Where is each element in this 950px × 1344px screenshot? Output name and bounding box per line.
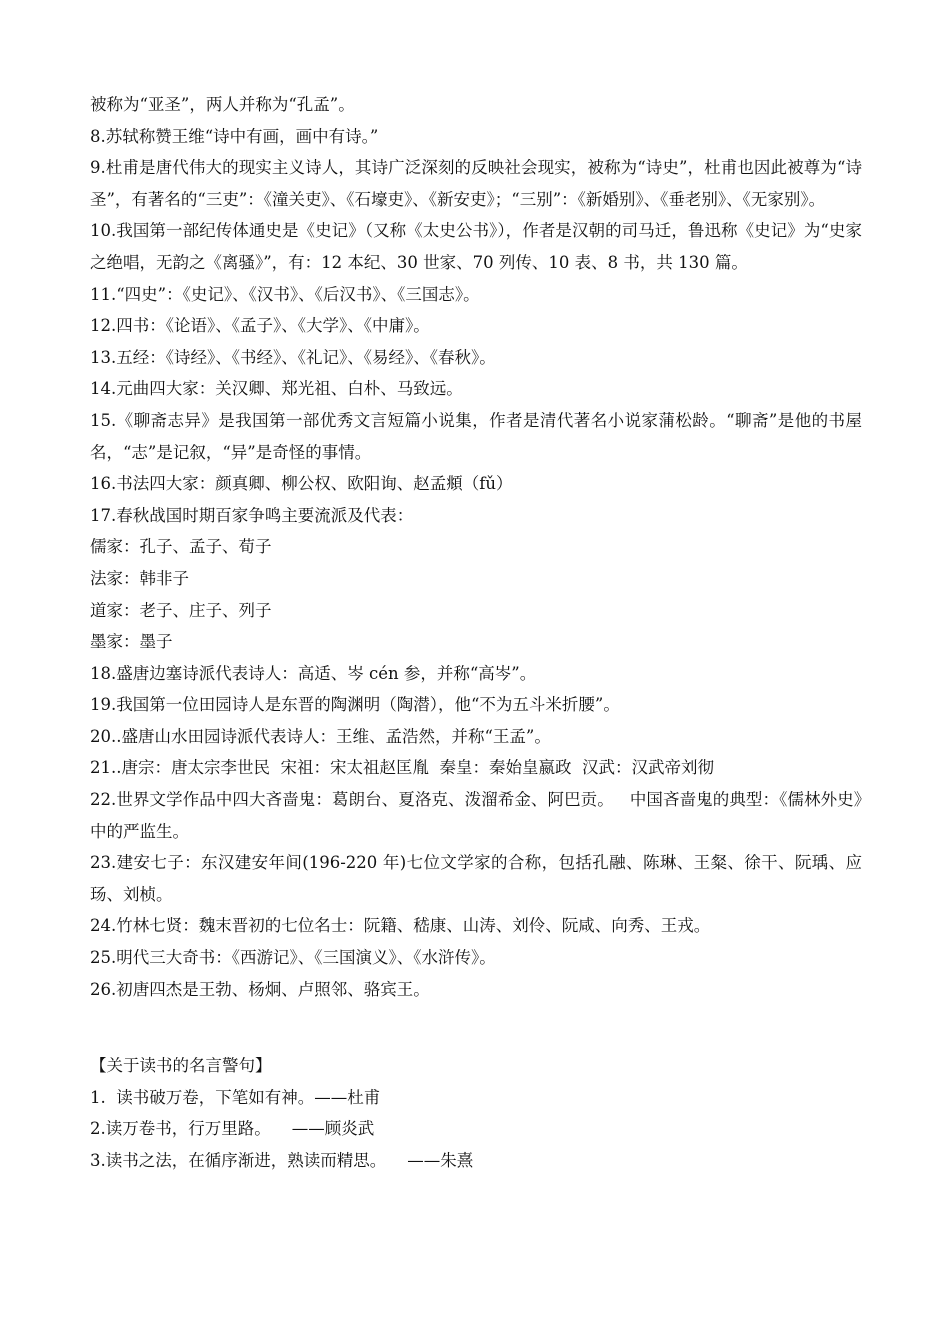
document-body <box>90 89 862 1177</box>
line-item-14: 14.元曲四大家：关汉卿、郑光祖、白朴、马致远。 <box>90 379 463 399</box>
line-item-11: 11.“四史”：《史记》、《汉书》、《后汉书》、《三国志》。 <box>90 284 480 304</box>
line-item-10: 10.我国第一部纪传体通史是《史记》（又称《太史公书》），作者是汉朝的司马迁，鲁迅称《史记》为“史家之绝唱，无韵之《离骚》”，有：12 本纪、30 世家、70 列传、10 表、8 书，共 130 篇。 <box>90 221 862 272</box>
school-taoist: 道家：老子、庄子、列子 <box>90 600 272 620</box>
line-item-18: 18.盛唐边塞诗派代表诗人：高适、岑 cén 参，并称“高岑”。 <box>90 663 537 683</box>
line-item-9: 9.杜甫是唐代伟大的现实主义诗人，其诗广泛深刻的反映社会现实，被称为“诗史”，杜甫也因此被尊为“诗圣”，有著名的“三吏”：《潼关吏》、《石壕吏》、《新安吏》；“三别”：《新婚别》、《垂老别》、《无家别》。 <box>90 158 862 209</box>
line-item-24: 24.竹林七贤：魏末晋初的七位名士：阮籍、嵇康、山涛、刘伶、阮咸、向秀、王戎。 <box>90 916 711 936</box>
quote-item-2: 2.读万卷书，行万里路。 ——顾炎武 <box>90 1119 375 1139</box>
school-legalist: 法家：韩非子 <box>90 568 189 588</box>
line-item-8: 8.苏轼称赞王维“诗中有画，画中有诗。” <box>90 126 379 146</box>
line-item-26: 26.初唐四杰是王勃、杨炯、卢照邻、骆宾王。 <box>90 979 430 999</box>
line-item-16: 16.书法四大家：颜真卿、柳公权、欧阳询、赵孟頫（fǔ） <box>90 474 513 494</box>
line-item-19: 19.我国第一位田园诗人是东晋的陶渊明（陶潜），他“不为五斗米折腰”。 <box>90 695 620 715</box>
school-mohist: 墨家：墨子 <box>90 632 173 652</box>
line-item-15: 15.《聊斋志异》是我国第一部优秀文言短篇小说集，作者是清代著名小说家蒲松龄。“聊斋”是他的书屋名，“志”是记叙，“异”是奇怪的事情。 <box>90 410 862 462</box>
school-confucian: 儒家：孔子、孟子、荀子 <box>90 537 272 557</box>
line-item-25: 25.明代三大奇书：《西游记》、《三国演义》、《水浒传》。 <box>90 948 496 968</box>
quote-item-1: 1. 读书破万卷，下笔如有神。——杜甫 <box>90 1087 381 1107</box>
quote-item-3: 3.读书之法，在循序渐进，熟读而精思。 ——朱熹 <box>90 1151 474 1170</box>
line-item-20: 20..盛唐山水田园诗派代表诗人：王维、孟浩然，并称“王孟”。 <box>90 726 551 746</box>
line-item-23: 23.建安七子：东汉建安年间(196-220 年)七位文学家的合称，包括孔融、陈琳、王粲、徐干、阮瑀、应玚、刘桢。 <box>90 853 862 904</box>
section-heading: 【关于读书的名言警句】 <box>90 1056 272 1076</box>
line-item-17: 17.春秋战国时期百家争鸣主要流派及代表： <box>90 505 414 525</box>
line-item-13: 13.五经：《诗经》、《书经》、《礼记》、《易经》、《春秋》。 <box>90 347 496 367</box>
line-item-12: 12.四书：《论语》、《孟子》、《大学》、《中庸》。 <box>90 316 430 336</box>
line-item-0: 被称为“亚圣”，两人并称为“孔孟”。 <box>90 95 355 114</box>
line-item-22: 22.世界文学作品中四大吝啬鬼：葛朗台、夏洛克、泼溜希金、阿巴贡。 中国吝啬鬼的典型：《儒林外史》中的严监生。 <box>90 790 862 841</box>
line-item-21: 21..唐宗：唐太宗李世民 宋祖：宋太祖赵匡胤 秦皇：秦始皇嬴政 汉武：汉武帝刘彻 <box>90 758 714 778</box>
section-spacer <box>90 1005 862 1050</box>
